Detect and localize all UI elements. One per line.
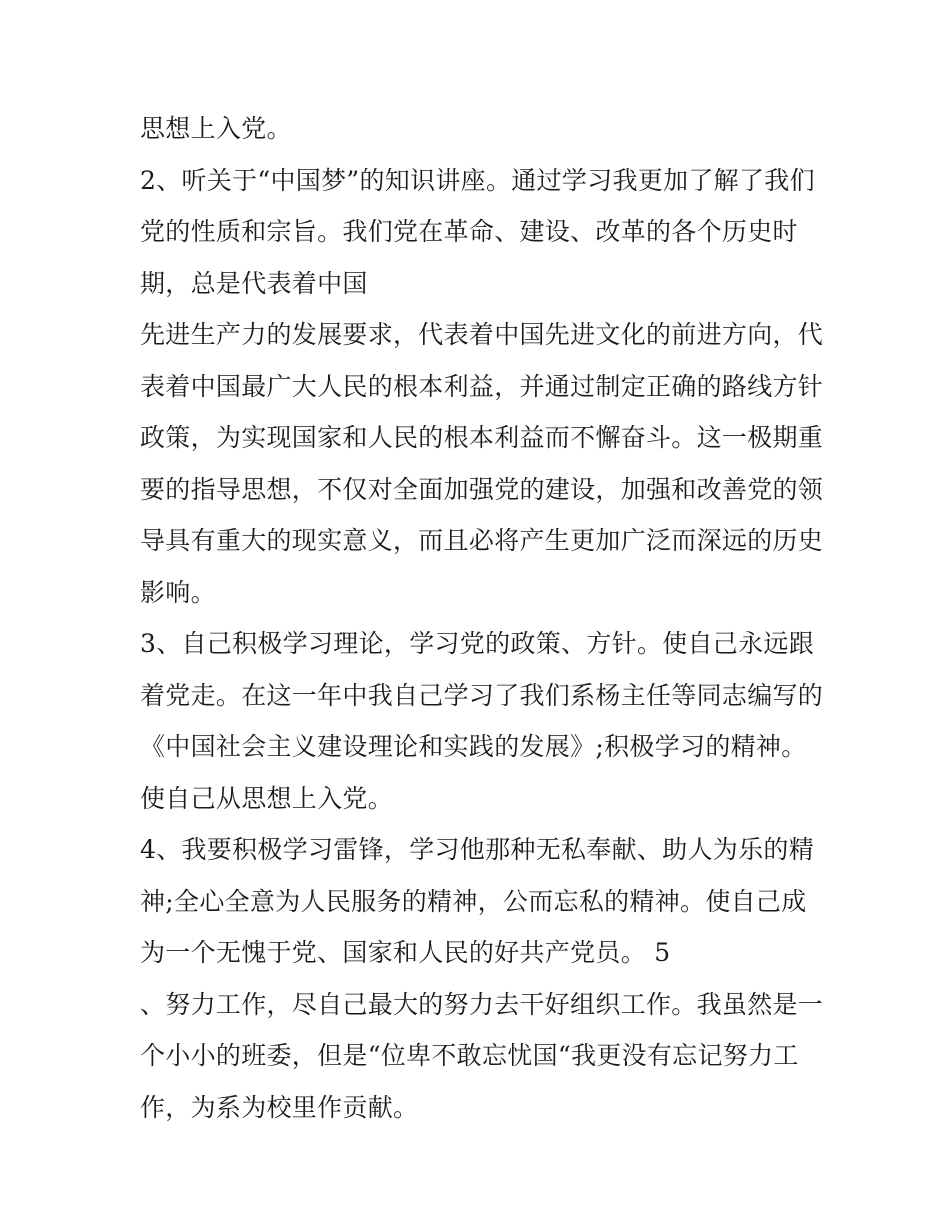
text-line: 影响。 bbox=[140, 577, 216, 607]
text-line: 作，为系为校里作贡献。 bbox=[140, 1092, 419, 1122]
document-body bbox=[140, 103, 824, 1133]
text-line: 4、我要积极学习雷锋，学习他那种无私奉献、助人为乐的精 bbox=[140, 835, 815, 864]
text-line: 先进生产力的发展要求，代表着中国先进文化的前进方向，代 bbox=[140, 320, 824, 349]
text-line: 表着中国最广大人民的根本利益，并通过制定正确的路线方针 bbox=[140, 371, 824, 401]
text-line: 思想上入党。 bbox=[140, 114, 292, 143]
text-line: 政策，为实现国家和人民的根本利益而不懈奋斗。这一极期重 bbox=[140, 423, 824, 452]
text-line: 导具有重大的现实意义，而且必将产生更加广泛而深远的历史 bbox=[140, 526, 824, 555]
text-line: 为一个无愧于党、国家和人民的好共产党员。 5 bbox=[140, 938, 671, 967]
text-line: 期，总是代表着中国 bbox=[140, 268, 368, 298]
text-line: 《中国社会主义建设理论和实践的发展》;积极学习的精神。 bbox=[140, 732, 807, 761]
text-line: 要的指导思想，不仅对全面加强党的建设，加强和改善党的领 bbox=[140, 474, 824, 504]
text-line: 、努力工作，尽自己最大的努力去干好组织工作。我虽然是一 bbox=[140, 989, 824, 1019]
text-line: 使自己从思想上入党。 bbox=[140, 783, 394, 813]
text-line: 着党走。在这一年中我自己学习了我们系杨主任等同志编写的 bbox=[140, 680, 824, 710]
text-line: 党的性质和宗旨。我们党在革命、建设、改革的各个历史时 bbox=[140, 217, 798, 246]
text-line: 个小小的班委，但是“位卑不敢忘忧国“我更没有忘记努力工 bbox=[140, 1041, 799, 1070]
text-line: 神;全心全意为人民服务的精神，公而忘私的精神。使自己成 bbox=[140, 886, 807, 916]
text-line: 3、自己积极学习理论，学习党的政策、方针。使自己永远跟 bbox=[140, 629, 815, 658]
text-line: 2、听关于“中国梦”的知识讲座。通过学习我更加了解了我们 bbox=[140, 165, 815, 195]
